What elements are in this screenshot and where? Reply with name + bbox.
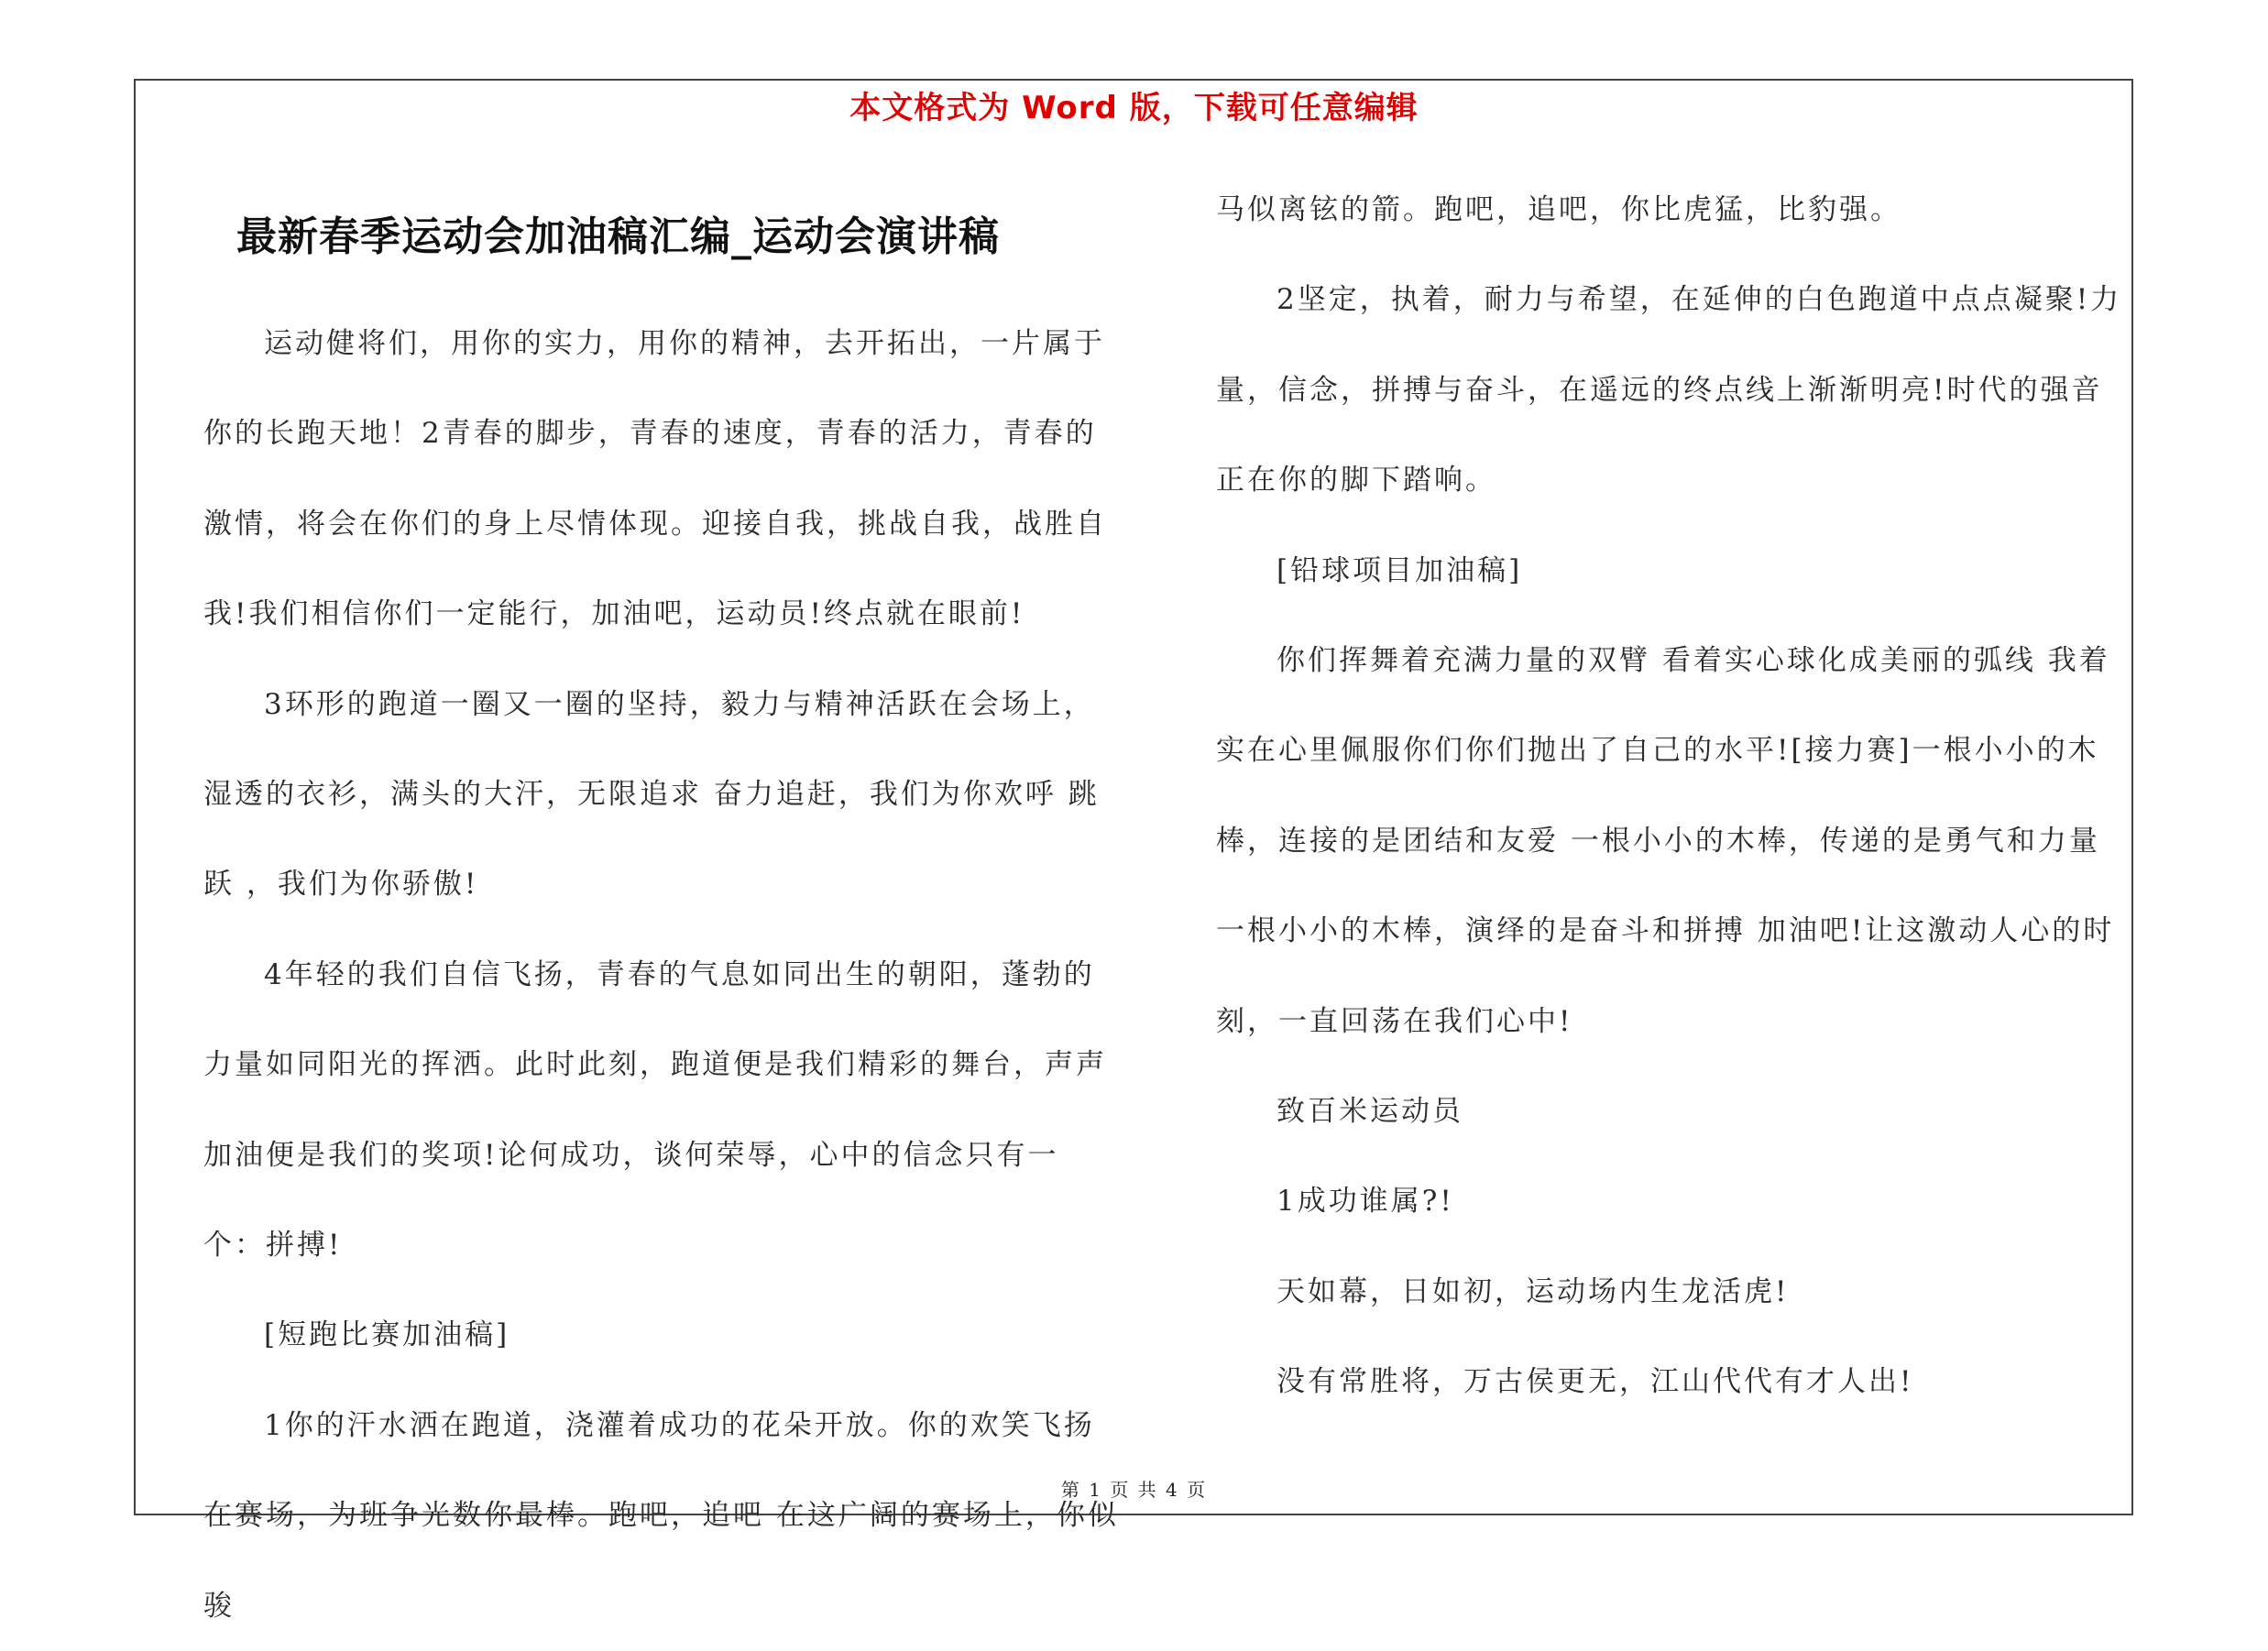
paragraph-continuation: 马似离铉的箭。跑吧，追吧，你比虎猛，比豹强。 [1216,193,1901,226]
format-banner: 本文格式为 Word 版，下载可任意编辑 [849,90,1419,126]
paragraph: 4年轻的我们自信飞扬，青春的气息如同出生的朝阳，蓬勃的力量如同阳光的挥洒。此时此刻，跑道便是我们精彩的舞台，声声加油便是我们的奖项!论何成功，谈何荣辱，心中的信念只有一个：拼搏! [203,957,1107,1263]
right-column [1216,165,2123,1427]
paragraph: 天如幕，日如初，运动场内生龙活虎! [1276,1274,1790,1308]
document-title: 最新春季运动会加油稿汇编_运动会演讲稿 [236,213,1000,260]
paragraph: 1你的汗水洒在跑道，浇灌着成功的花朵开放。你的欢笑飞扬在赛场，为班争光数你最棒。跑吧，追吧 在这广阔的赛场上，你似骏 [203,1408,1119,1623]
section-heading: [铅球项目加油稿] [1276,553,1523,587]
left-column [203,299,1120,1651]
paragraph: 1成功谁属?! [1276,1185,1454,1219]
paragraph: 运动健将们，用你的实力，用你的精神，去开拓出，一片属于你的长跑天地！2青春的脚步，青春的速度，青春的活力，青春的激情，将会在你们的身上尽情体现。迎接自我，挑战自我，战胜自我!我们相信你们一定能行，加油吧，运动员!终点就在眼前! [203,327,1107,631]
page-number-footer: 第 1 页 共 4 页 [1060,1479,1208,1501]
paragraph: 2坚定，执着，耐力与希望，在延伸的白色跑道中点点凝聚!力量，信念，拼搏与奋斗，在遥远的终点线上渐渐明亮!时代的强音正在你的脚下踏响。 [1216,283,2122,497]
section-heading: 致百米运动员 [1276,1095,1463,1129]
paragraph: 3环形的跑道一圈又一圈的坚持，毅力与精神活跃在会场上，湿透的衣衫，满头的大汗，无限追求 奋力追赶，我们为你欢呼 跳跃 ，我们为你骄傲! [203,687,1100,902]
paragraph: 没有常胜将，万古侯更无，江山代代有才人出! [1276,1365,1914,1399]
paragraph: 你们挥舞着充满力量的双臂 看着实心球化成美丽的弧线 我着实在心里佩服你们你们抛出了自己的水平![接力赛]一根小小的木棒，连接的是团结和友爱 一根小小的木棒，传递的是勇气和力量 一根小小的木棒，演绎的是奋斗和拼搏 加油吧!让这激动人心的时刻，一直回荡在我们心中! [1216,644,2115,1038]
section-heading: [短跑比赛加油稿] [264,1318,510,1352]
